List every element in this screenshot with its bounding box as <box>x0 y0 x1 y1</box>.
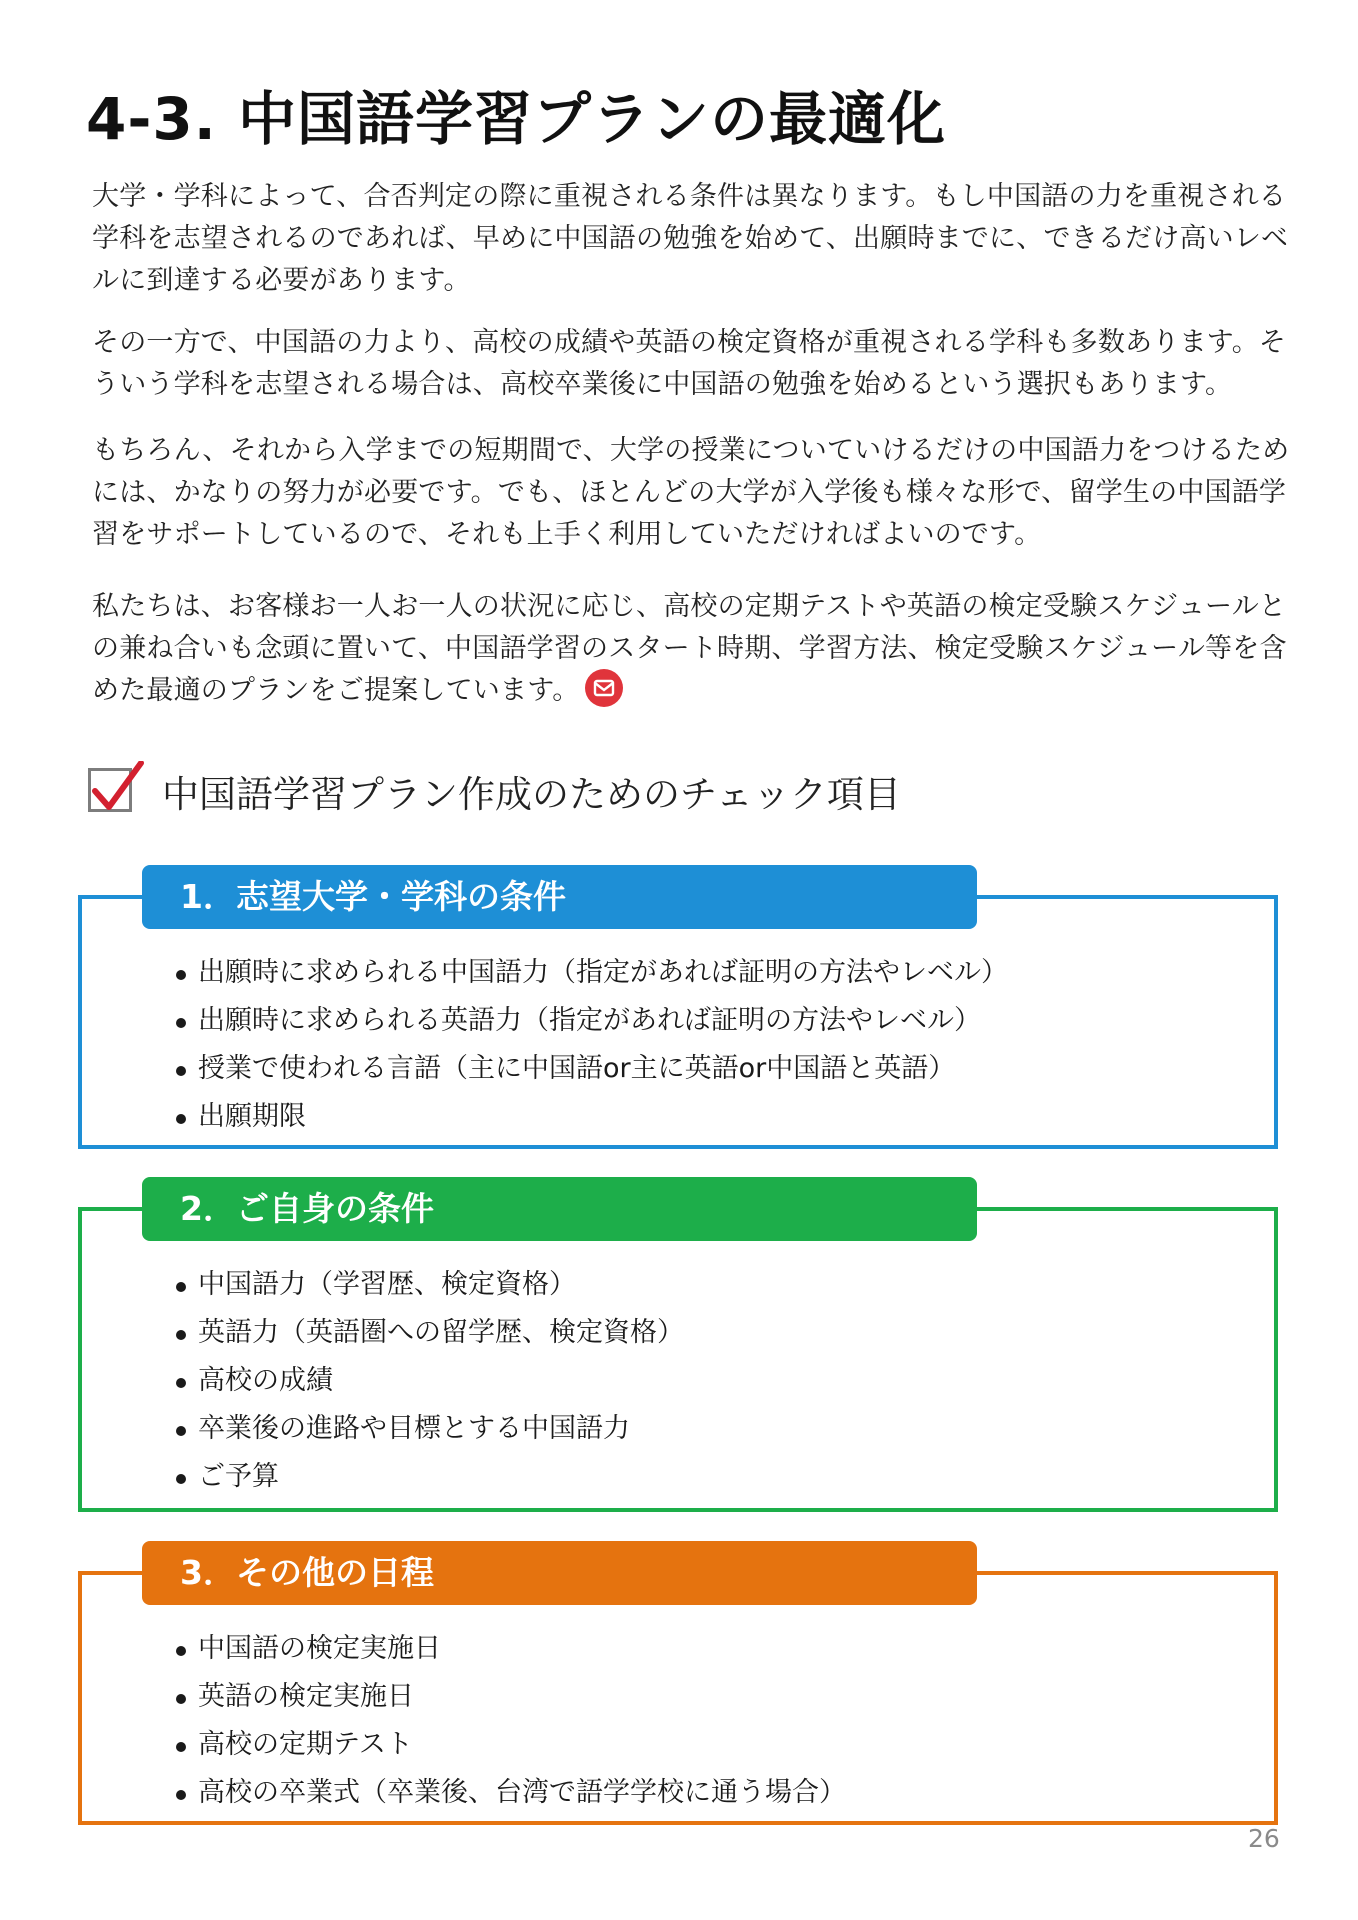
section-2-list <box>176 1261 684 1501</box>
section-box-other-schedule <box>78 1571 1278 1825</box>
intro-paragraph-2: その一方で、中国語の力より、高校の成績や英語の検定資格が重視される学科も多数あります。そういう学科を志望される場合は、高校卒業後に中国語の勉強を始めるという選択もあります。 <box>92 327 1287 400</box>
section-box-personal-conditions <box>78 1207 1278 1512</box>
list-item: 授業で使われる言語（主に中国語or主に英語or中国語と英語） <box>176 1045 1008 1093</box>
section-2-title: 2．ご自身の条件 <box>142 1177 977 1241</box>
list-item: 英語力（英語圏への留学歴、検定資格） <box>176 1309 684 1357</box>
list-item: 中国語力（学習歴、検定資格） <box>176 1261 684 1309</box>
list-item: 英語の検定実施日 <box>176 1673 846 1721</box>
section-1-title: 1．志望大学・学科の条件 <box>142 865 977 929</box>
list-item: ご予算 <box>176 1453 684 1501</box>
section-1-list <box>176 949 1008 1141</box>
list-item: 出願時に求められる中国語力（指定があれば証明の方法やレベル） <box>176 949 1008 997</box>
intro-paragraph-3: もちろん、それから入学までの短期間で、大学の授業についていけるだけの中国語力をつけるためには、かなりの努力が必要です。でも、ほとんどの大学が入学後も様々な形で、留学生の中国語学習をサポートしているので、それも上手く利用していただければよいのです。 <box>92 435 1290 550</box>
checklist-heading-text: 中国語学習プラン作成のためのチェック項目 <box>162 773 901 816</box>
mail-icon[interactable] <box>585 669 623 707</box>
section-box-university-conditions <box>78 895 1278 1149</box>
list-item: 卒業後の進路や目標とする中国語力 <box>176 1405 684 1453</box>
list-item: 出願時に求められる英語力（指定があれば証明の方法やレベル） <box>176 997 1008 1045</box>
intro-paragraph-1: 大学・学科によって、合否判定の際に重視される条件は異なります。もし中国語の力を重視される学科を志望されるのであれば、早めに中国語の勉強を始めて、出願時までに、できるだけ高いレベルに到達する必要があります。 <box>92 181 1289 296</box>
section-3-title: 3．その他の日程 <box>142 1541 977 1605</box>
page-title: 4-3. 中国語学習プランの最適化 <box>86 85 947 153</box>
page-number: 26 <box>1248 1824 1280 1853</box>
intro-paragraph-4-text: 私たちは、お客様お一人お一人の状況に応じ、高校の定期テストや英語の検定受験スケジュールとの兼ね合いも念頭に置いて、中国語学習のスタート時期、学習方法、検定受験スケジュール等を含めた最適のプランをご提案しています。 <box>92 591 1287 706</box>
list-item: 高校の成績 <box>176 1357 684 1405</box>
list-item: 高校の定期テスト <box>176 1721 846 1769</box>
list-item: 高校の卒業式（卒業後、台湾で語学学校に通う場合） <box>176 1769 846 1817</box>
checkbox-checked-icon <box>88 768 132 812</box>
intro-paragraph-4 <box>92 586 1297 712</box>
list-item: 中国語の検定実施日 <box>176 1625 846 1673</box>
list-item: 出願期限 <box>176 1093 1008 1141</box>
section-3-list <box>176 1625 846 1817</box>
